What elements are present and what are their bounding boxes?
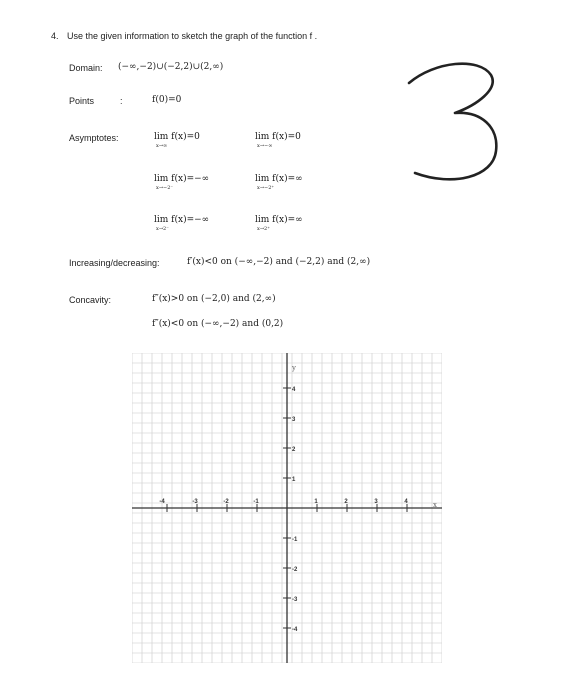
- y-tick-label-neg1: -1: [292, 537, 298, 543]
- limit-x-to-neg2-right: lim f(x)=∞ x→−2⁺: [255, 174, 303, 191]
- points-label: Points: [69, 96, 95, 106]
- limit-x-to-neg2-left: lim f(x)=−∞ x→−2⁻: [154, 174, 210, 191]
- y-axis-label: y: [292, 364, 296, 372]
- y-tick-label-1: 1: [292, 477, 296, 483]
- y-tick-label-4: 4: [292, 387, 296, 393]
- x-axis-label: x: [433, 501, 437, 509]
- problem-instruction: Use the given information to sketch the graph of the function f .: [67, 31, 318, 41]
- coordinate-grid[interactable]: [132, 353, 442, 663]
- limit-x-to-infinity: lim f(x)=0 x→∞: [154, 132, 200, 149]
- limit-x-to-2-right: lim f(x)=∞ x→2⁺: [255, 215, 303, 232]
- increasing-value: f′(x)<0 on (−∞,−2) and (−2,2) and (2,∞): [187, 257, 371, 267]
- axes: [132, 353, 442, 663]
- domain-value: (−∞,−2)∪(−2,2)∪(2,∞): [118, 62, 224, 72]
- points-separator: :: [120, 96, 123, 106]
- asymptotes-label: Asymptotes:: [69, 133, 119, 143]
- x-tick-label-2: 2: [344, 499, 348, 505]
- concavity-label: Concavity:: [69, 295, 112, 305]
- x-tick-label-neg4: -4: [159, 499, 165, 505]
- x-tick-label-3: 3: [374, 499, 378, 505]
- domain-label: Domain:: [69, 63, 103, 73]
- limit-x-to-2-left: lim f(x)=−∞ x→2⁻: [154, 215, 210, 232]
- y-tick-label-neg4: -4: [292, 627, 298, 633]
- points-value: f(0)=0: [152, 95, 182, 105]
- concavity-line-2: f″(x)<0 on (−∞,−2) and (0,2): [152, 319, 284, 329]
- concavity-line-1: f″(x)>0 on (−2,0) and (2,∞): [152, 294, 276, 304]
- handwritten-three-annotation: [395, 55, 505, 195]
- y-tick-label-2: 2: [292, 447, 296, 453]
- limit-x-to-neg-infinity: lim f(x)=0 x→−∞: [255, 132, 301, 149]
- x-tick-label-1: 1: [314, 499, 318, 505]
- y-tick-label-neg3: -3: [292, 597, 298, 603]
- increasing-label: Increasing/decreasing:: [69, 258, 160, 268]
- y-tick-label-neg2: -2: [292, 567, 298, 573]
- x-tick-label-neg2: -2: [223, 499, 229, 505]
- x-tick-label-neg1: -1: [253, 499, 259, 505]
- y-tick-label-3: 3: [292, 417, 296, 423]
- x-tick-label-4: 4: [404, 499, 408, 505]
- problem-number: 4.: [51, 31, 59, 41]
- x-tick-label-neg3: -3: [192, 499, 198, 505]
